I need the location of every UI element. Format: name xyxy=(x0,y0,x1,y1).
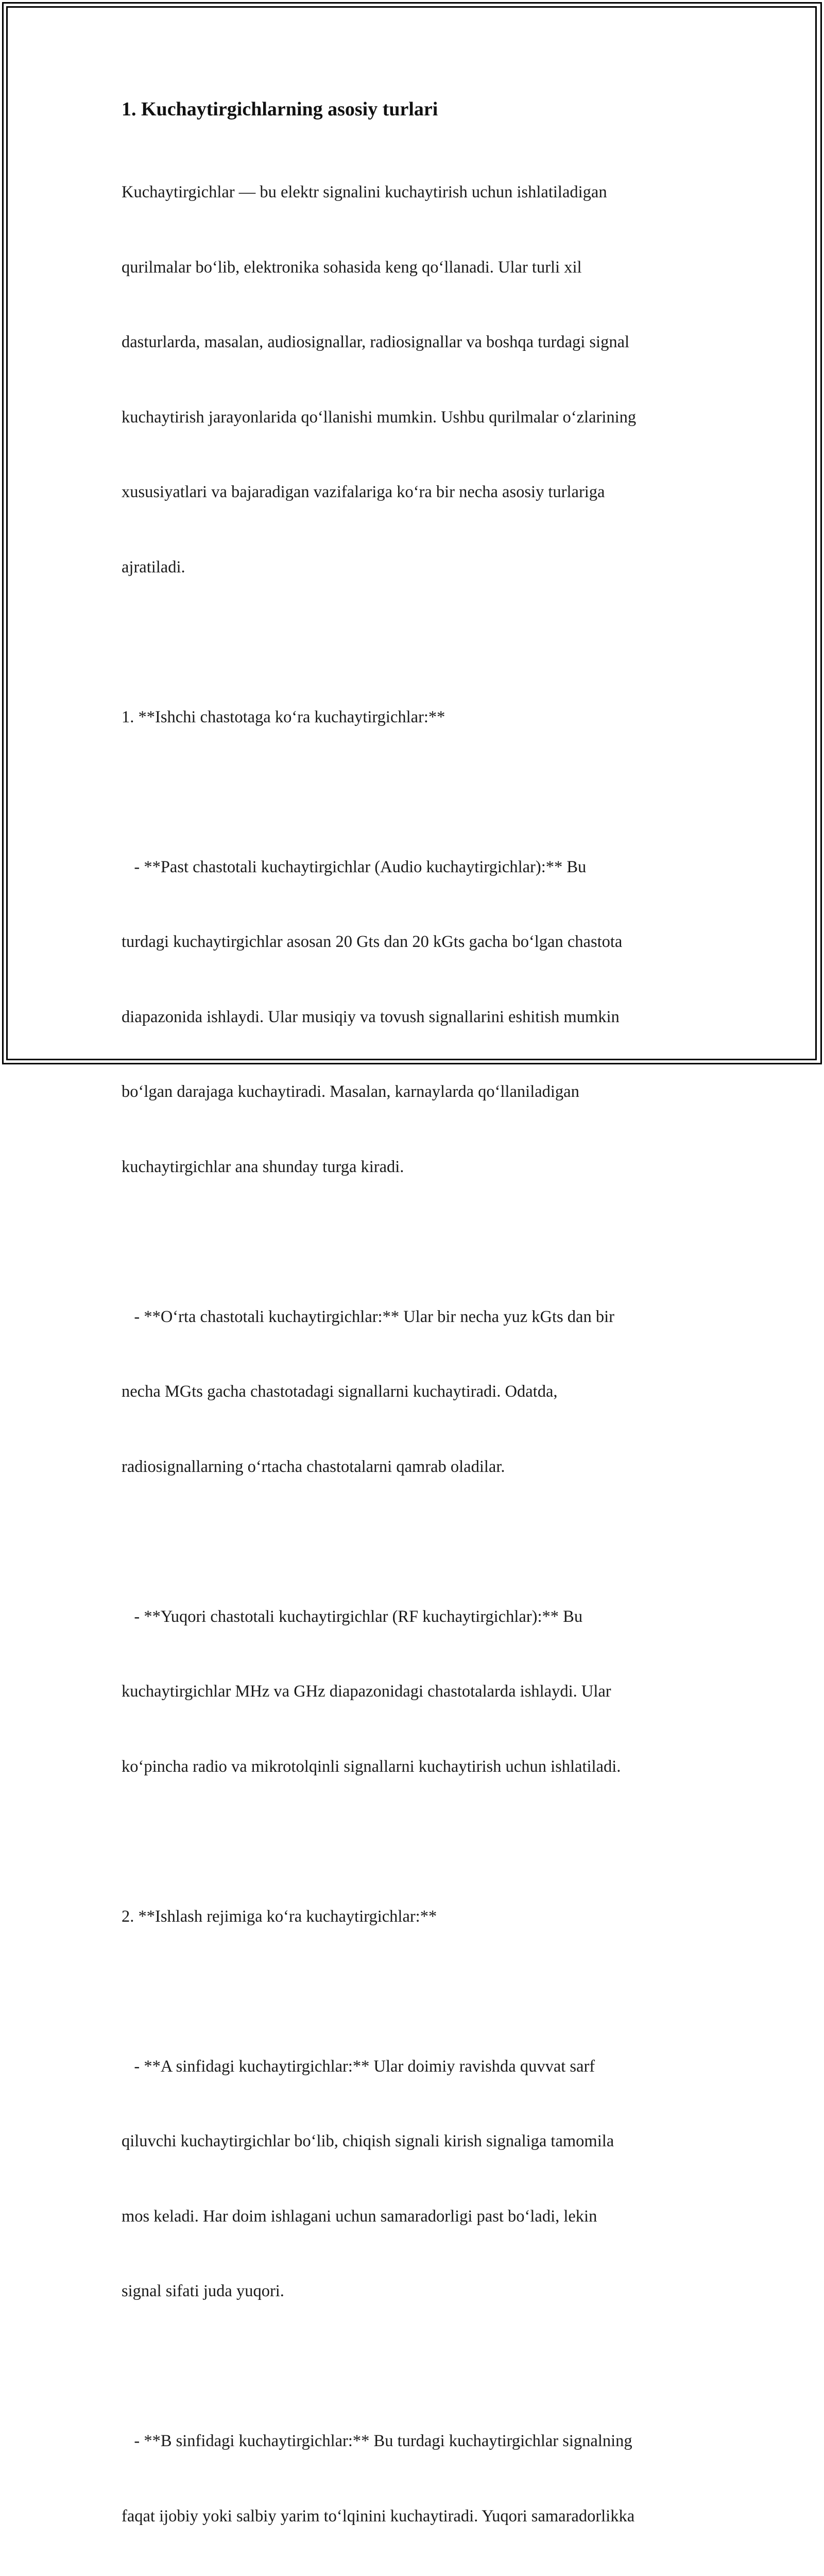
text-line: - **B sinfidagi kuchaytirgichlar:** Bu turdagi kuchaytirgichlar signalning xyxy=(122,2432,632,2450)
document-body xyxy=(122,96,706,2576)
document-heading: 1. Kuchaytirgichlarning asosiy turlari xyxy=(122,98,438,120)
text-line: - **A sinfidagi kuchaytirgichlar:** Ular doimiy ravishda quvvat sarf xyxy=(122,2057,595,2076)
text-line: ajratiladi. xyxy=(122,557,185,577)
text-line: qurilmalar bo‘lib, elektronika sohasida keng qo‘llanadi. Ular turli xil xyxy=(122,258,582,277)
mid-frequency-item xyxy=(122,1255,706,1530)
intro-paragraph xyxy=(122,130,706,630)
text-line: mos keladi. Har doim ishlagani uchun samaradorligi past bo‘ladi, lekin xyxy=(122,2207,597,2226)
text-line: - **O‘rta chastotali kuchaytirgichlar:** Ular bir necha yuz kGts dan bir xyxy=(122,1307,614,1326)
high-frequency-item xyxy=(122,1554,706,1829)
text-line: kuchaytirgichlar ana shunday turga kiradi. xyxy=(122,1157,404,1176)
text-line: kuchaytirish jarayonlarida qo‘llanishi mumkin. Ushbu qurilmalar o‘zlarining xyxy=(122,408,637,427)
class-b-item xyxy=(122,2379,706,2576)
low-frequency-item xyxy=(122,805,706,1230)
text-line: radiosignallarning o‘rtacha chastotalarni qamrab oladilar. xyxy=(122,1457,505,1476)
text-line: necha MGts gacha chastotadagi signallarni kuchaytiradi. Odatda, xyxy=(122,1382,558,1401)
section-mode-heading xyxy=(122,1854,706,1979)
text-line: 2. **Ishlash rejimiga ko‘ra kuchaytirgichlar:** xyxy=(122,1907,437,1926)
section-frequency-heading xyxy=(122,655,706,780)
text-line: Kuchaytirgichlar — bu elektr signalini kuchaytirish uchun ishlatiladigan xyxy=(122,183,607,201)
text-line: bo‘lgan darajaga kuchaytiradi. Masalan, karnaylarda qo‘llaniladigan xyxy=(122,1082,579,1101)
text-line: signal sifati juda yuqori. xyxy=(122,2282,284,2300)
text-line: 1. **Ishchi chastotaga ko‘ra kuchaytirgichlar:** xyxy=(122,707,445,726)
text-line: - **Past chastotali kuchaytirgichlar (Audio kuchaytirgichlar):** Bu xyxy=(122,857,587,876)
text-line: ko‘pincha radio va mikrotolqinli signallarni kuchaytirish uchun ishlatiladi. xyxy=(122,1757,621,1776)
text-line: faqat ijobiy yoki salbiy yarim to‘lqinini kuchaytiradi. Yuqori samaradorlikka xyxy=(122,2506,635,2526)
text-line: diapazonida ishlaydi. Ular musiqiy va tovush signallarini eshitish mumkin xyxy=(122,1007,620,1026)
text-line: kuchaytirgichlar MHz va GHz diapazonidagi chastotalarda ishlaydi. Ular xyxy=(122,1682,611,1701)
class-a-item xyxy=(122,2004,706,2354)
text-line: qiluvchi kuchaytirgichlar bo‘lib, chiqish signali kirish signaliga tamomila xyxy=(122,2132,614,2150)
text-line: dasturlarda, masalan, audiosignallar, radiosignallar va boshqa turdagi signal xyxy=(122,333,630,351)
text-line: xususiyatlari va bajaradigan vazifalariga ko‘ra bir necha asosiy turlariga xyxy=(122,483,605,501)
text-line: turdagi kuchaytirgichlar asosan 20 Gts dan 20 kGts gacha bo‘lgan chastota xyxy=(122,933,623,951)
text-line: - **Yuqori chastotali kuchaytirgichlar (RF kuchaytirgichlar):** Bu xyxy=(122,1607,583,1626)
